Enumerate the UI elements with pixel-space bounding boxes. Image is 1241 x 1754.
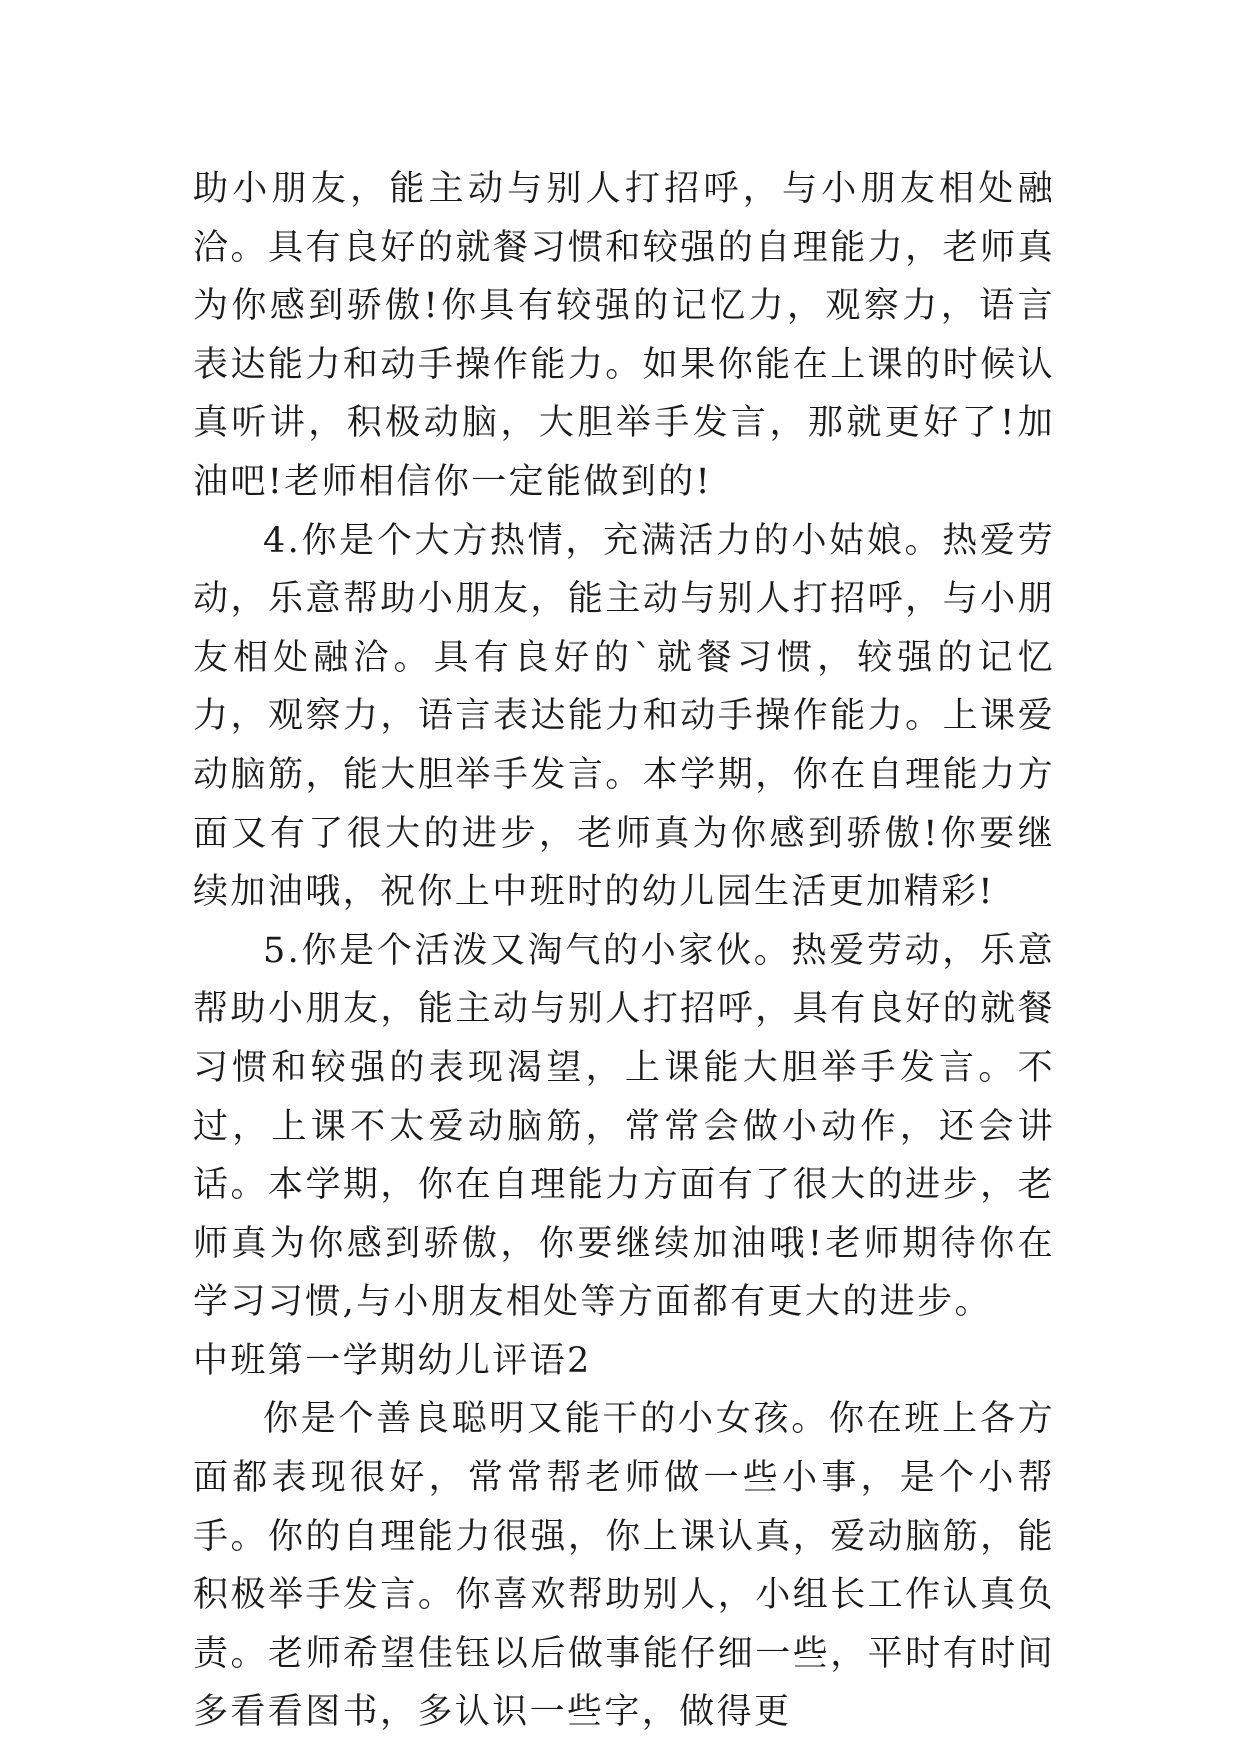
paragraph-item-5: 5.你是个活泼又淘气的小家伙。热爱劳动，乐意帮助小朋友，能主动与别人打招呼，具有良好的就餐习惯和较强的表现渴望，上课能大胆举手发言。不过，上课不太爱动脑筋，常常会做小动作，还会讲话。本学期，你在自理能力方面有了很大的进步，老师真为你感到骄傲，你要继续加油哦!老师期待你在学习习惯,与小朋友相处等方面都有更大的进步。 [193,930,1055,1323]
section-heading: 中班第一学期幼儿评语2 [193,1340,592,1381]
section-paragraph: 你是个善良聪明又能干的小女孩。你在班上各方面都表现很好，常常帮老师做一些小事，是个小帮手。你的自理能力很强，你上课认真，爱动脑筋，能积极举手发言。你喜欢帮助别人，小组长工作认真负责。老师希望佳钰以后做事能仔细一些，平时有时间多看看图书，多认识一些字，做得更 [193,1399,1055,1733]
paragraph-item-4: 4.你是个大方热情，充满活力的小姑娘。热爱劳动，乐意帮助小朋友，能主动与别人打招呼，与小朋友相处融洽。具有良好的`就餐习惯，较强的记忆力，观察力，语言表达能力和动手操作能力。上课爱动脑筋，能大胆举手发言。本学期，你在自理能力方面又有了很大的进步，老师真为你感到骄傲!你要继续加油哦，祝你上中班时的幼儿园生活更加精彩! [193,520,1055,913]
document-body [193,160,1055,1742]
paragraph-continuation: 助小朋友，能主动与别人打招呼，与小朋友相处融洽。具有良好的就餐习惯和较强的自理能力，老师真为你感到骄傲!你具有较强的记忆力，观察力，语言表达能力和动手操作能力。如果你能在上课的时候认真听讲，积极动脑，大胆举手发言，那就更好了!加油吧!老师相信你一定能做到的! [193,169,1055,502]
